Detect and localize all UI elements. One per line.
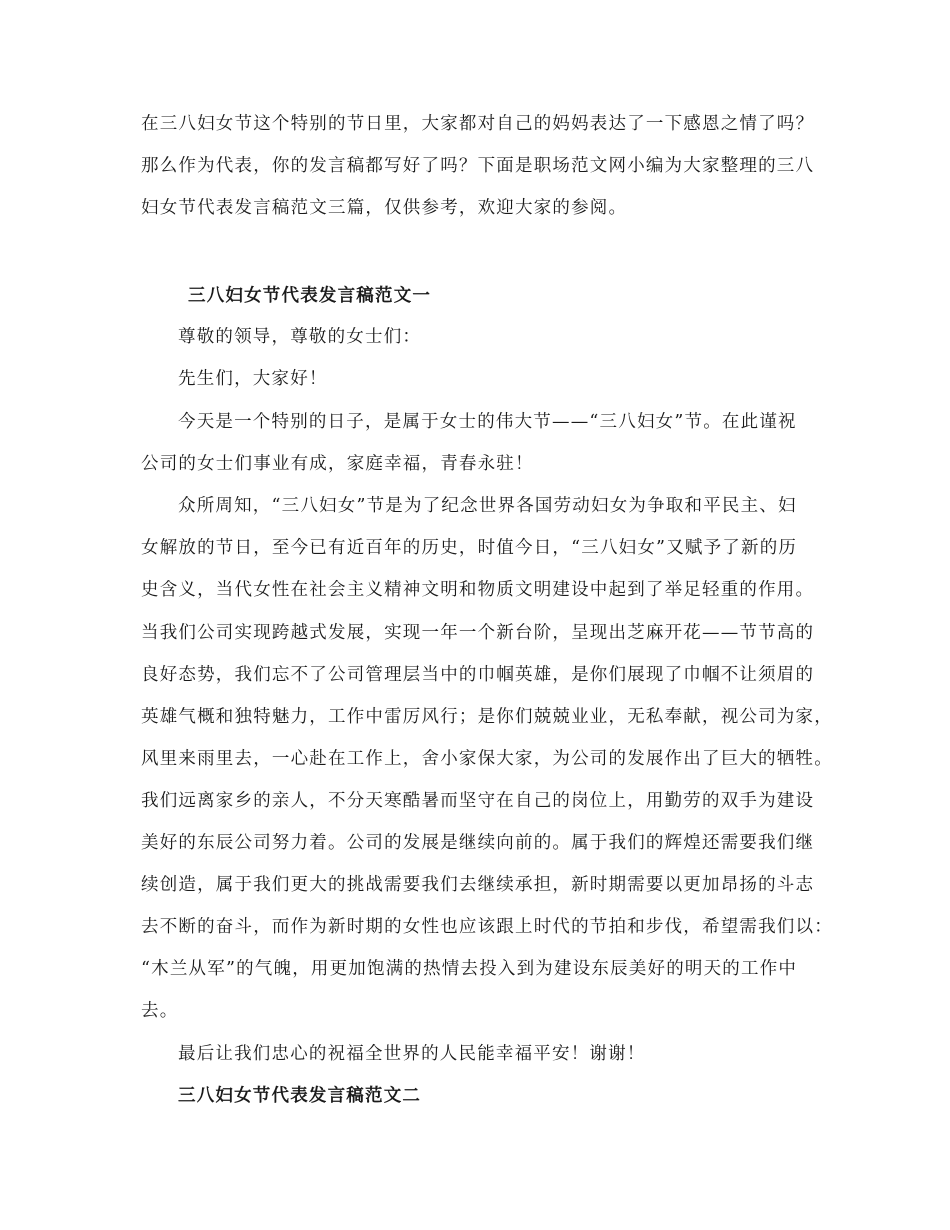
salutation: 尊敬的领导，尊敬的女士们： [178, 327, 422, 347]
para2-line-2: 女解放的节日，至今已有近百年的历史，时值今日，“三八妇女”又赋予了新的历 [141, 538, 798, 558]
para2-line-12: “木兰从军”的气魄，用更加饱满的热情去投入到为建设东辰美好的明天的工作中 [141, 959, 798, 979]
para2-line-3: 史含义，当代女性在社会主义精神文明和物质文明建设中起到了举足轻重的作用。 [141, 580, 815, 600]
para2-line-10: 续创造，属于我们更大的挑战需要我们去继续承担，新时期需要以更加昂扬的斗志 [141, 875, 815, 895]
closing-line: 最后让我们忠心的祝福全世界的人民能幸福平安！谢谢！ [178, 1044, 646, 1064]
para2-line-7: 风里来雨里去，一心赴在工作上，舍小家保大家，为公司的发展作出了巨大的牺牲。 [141, 749, 833, 769]
para2-line-13: 去。 [141, 1001, 179, 1021]
para1-line-2: 公司的女士们事业有成，家庭幸福，青春永驻！ [141, 454, 534, 474]
intro-line-1: 在三八妇女节这个特别的节日里，大家都对自己的妈妈表达了一下感恩之情了吗？ [141, 114, 815, 134]
para2-line-6: 英雄气概和独特魅力，工作中雷厉风行；是你们兢兢业业，无私奉献，视公司为家， [141, 707, 833, 727]
section2-title: 三八妇女节代表发言稿范文二 [178, 1086, 422, 1106]
para2-line-11: 去不断的奋斗，而作为新时期的女性也应该跟上时代的节拍和步伐，希望需我们以： [141, 917, 833, 937]
para2-line-1: 众所周知，“三八妇女”节是为了纪念世界各国劳动妇女为争取和平民主、妇 [178, 496, 797, 516]
para2-line-8: 我们远离家乡的亲人，不分天寒酷暑而坚守在自己的岗位上，用勤劳的双手为建设 [141, 791, 815, 811]
para2-line-4: 当我们公司实现跨越式发展，实现一年一个新台阶，呈现出芝麻开花——节节高的 [141, 623, 815, 643]
intro-line-2: 那么作为代表，你的发言稿都写好了吗？下面是职场范文网小编为大家整理的三八 [141, 156, 815, 176]
section1-title: 三八妇女节代表发言稿范文一 [188, 286, 432, 306]
greeting: 先生们，大家好！ [178, 369, 328, 389]
para2-line-9: 美好的东辰公司努力着。公司的发展是继续向前的。属于我们的辉煌还需要我们继 [141, 833, 815, 853]
para1-line-1: 今天是一个特别的日子，是属于女士的伟大节——“三八妇女”节。在此谨祝 [178, 412, 797, 432]
para2-line-5: 良好态势，我们忘不了公司管理层当中的巾帼英雄，是你们展现了巾帼不让须眉的 [141, 665, 815, 685]
intro-line-3: 妇女节代表发言稿范文三篇，仅供参考，欢迎大家的参阅。 [141, 198, 628, 218]
